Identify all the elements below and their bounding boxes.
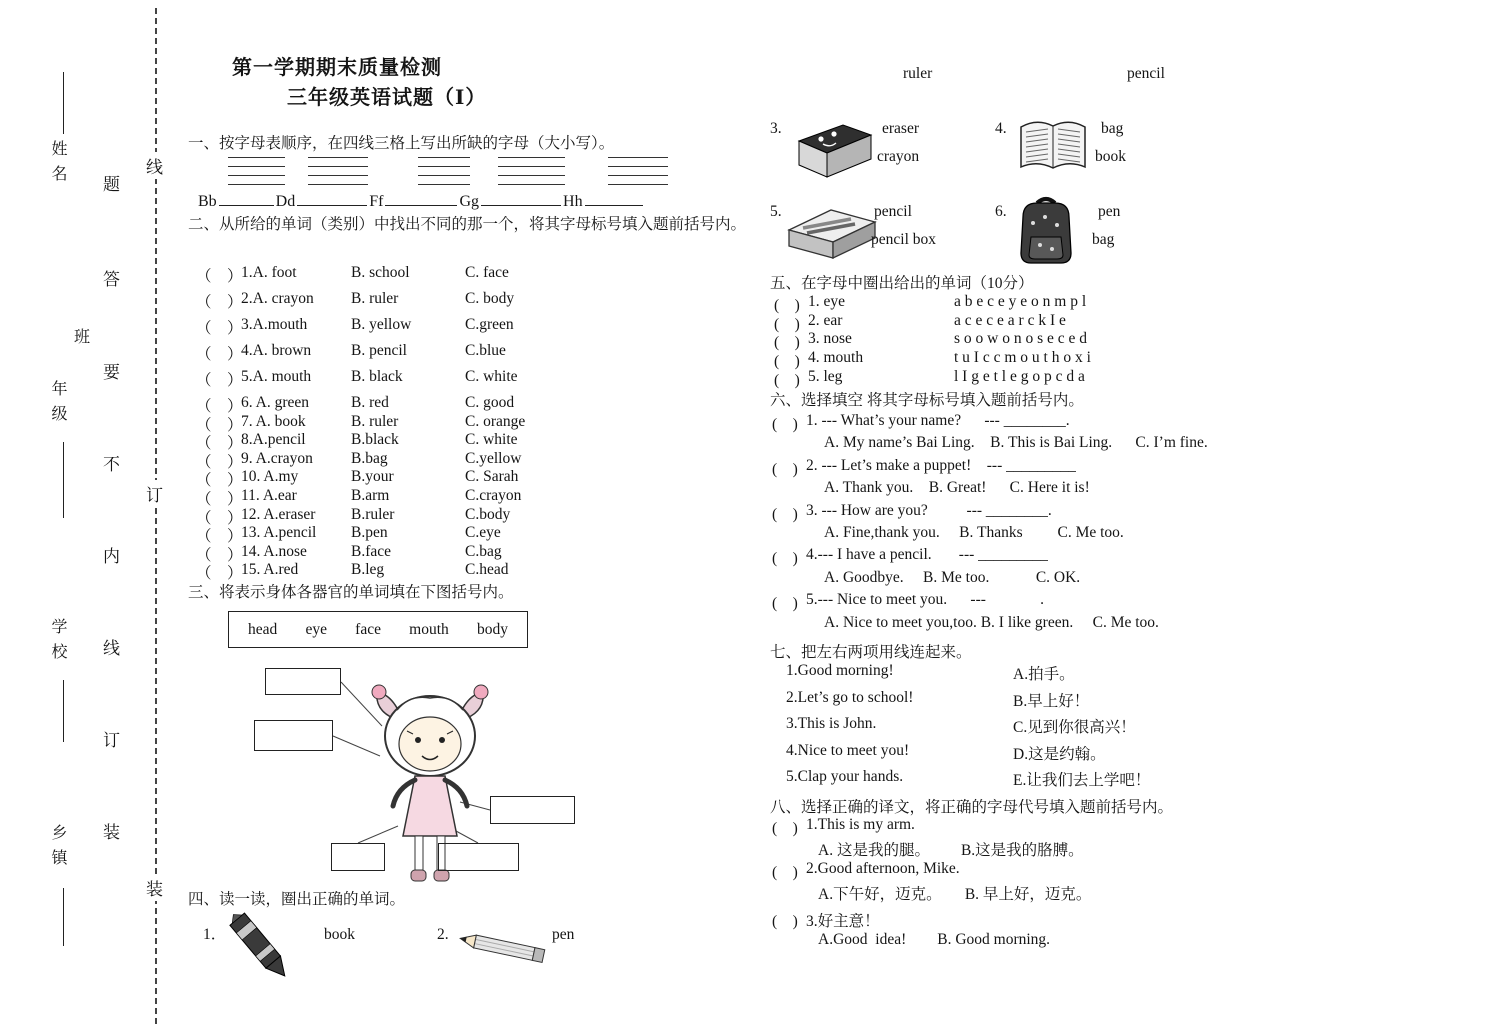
answer-box-1 [265,668,341,695]
question-text: 1. --- What’s your name? --- ________. [806,412,1070,429]
option-b: B.your [351,468,394,486]
answer-bracket: （ ） [196,320,243,337]
binding-notice-char: 答 [103,270,120,289]
option-b: B.pen [351,524,388,542]
item-number: 2. [437,926,449,943]
target-word: 1. eye [808,293,846,310]
choices-row [772,479,1208,501]
fill-blank [481,192,561,206]
binding-line-char: 线 [146,152,163,179]
match-right: E.让我们去上学吧！ [1013,772,1151,790]
option-a: 3.A.mouth [241,316,308,333]
question-row [772,412,1208,434]
option-b: B.arm [351,486,390,504]
pencil-box-icon [779,196,881,270]
answer-bracket: ( ) [774,315,800,333]
option-c: C. orange [465,412,526,430]
word-option: ruler [903,65,933,82]
fill-blank [585,192,643,206]
option-c: C.yellow [465,449,522,467]
writing-grid [498,157,565,185]
odd-one-out-row [196,394,636,413]
answer-bracket: ( ) [774,353,800,371]
odd-one-out-row [196,506,636,525]
name-blank-line [63,72,64,134]
fill-blank [297,192,367,206]
circle-word-row [774,368,1091,387]
question-row [772,591,1208,613]
letter-label: Hh [563,193,583,210]
option-c: C.crayon [465,486,522,504]
binding-notice-char: 内 [103,547,120,566]
schoolbag-icon [1007,193,1085,271]
match-left: 5.Clap your hands. [786,768,904,786]
match-right: C.见到你很高兴！ [1013,719,1136,737]
match-right: D.这是约翰。 [1013,745,1106,763]
answer-bracket: （ ） [196,546,243,564]
option-b: B.face [351,542,392,560]
answer-bracket: ( ) [772,820,798,837]
word-option: pencil box [871,231,936,248]
answer-bracket: ( ) [774,297,800,314]
odd-one-out-row [196,368,636,394]
word-bank-item: body [476,620,508,638]
choices-text: A.下午好，迈克。 B. 早上好，迈克。 [818,886,1092,903]
option-a: 2.A. crayon [241,290,314,307]
class-field-label: 班 [74,329,91,346]
town-field-label: 乡镇 [49,824,66,874]
odd-one-out-row [196,264,636,290]
choices-text: A. Nice to meet you,too. B. I like green. C. Me too. [824,613,1159,631]
choices-text: A. 这是我的腿。 B.这是我的胳膊。 [818,842,1084,859]
question-row [772,860,1091,882]
exam-subtitle: 三年级英语试题（Ⅰ） [287,87,487,109]
answer-box-3 [490,796,575,824]
odd-one-out-row [196,316,636,342]
answer-bracket: ( ) [772,595,798,613]
matching-list [786,662,1150,795]
binding-notice-char: 装 [103,823,120,842]
answer-bracket: ( ) [772,864,798,881]
question-text: 3. --- How are you? --- ________. [806,501,1052,519]
binding-line-char: 装 [146,874,163,901]
option-b: B.black [351,431,399,449]
option-a: 11. A.ear [241,486,297,504]
word-bank-item: mouth [409,620,449,638]
answer-bracket: （ ） [196,372,243,389]
match-left: 4.Nice to meet you! [786,741,910,759]
option-c: C. body [465,290,515,307]
match-left: 2.Let’s go to school! [786,688,914,706]
answer-bracket: （ ） [196,435,243,453]
option-c: C.green [465,316,514,333]
word-bank-item: eye [305,620,327,638]
town-blank-line [63,888,64,946]
option-c: C. face [465,264,509,281]
circle-word-row [774,293,1091,312]
section-7-heading: 七、把左右两项用线连起来。 [770,644,972,661]
option-c: C.head [465,561,509,579]
multiple-choice-list [772,412,1208,636]
match-right: B.早上好！ [1013,692,1090,710]
binding-notice-char: 不 [103,455,120,474]
option-a: 6. A. green [241,394,310,411]
choices-row [772,434,1208,456]
item-number: 1． [203,926,227,943]
answer-bracket: （ ） [196,472,243,490]
letter-label: Dd [275,193,296,210]
question-text: 2. --- Let’s make a puppet! --- _________ [806,456,1076,474]
answer-bracket: ( ) [774,334,800,352]
option-b: B. yellow [351,316,412,333]
exam-title: 第一学期期末质量检测 [232,57,442,79]
option-b: B. ruler [351,412,399,430]
odd-one-out-list [196,264,636,583]
option-c: C.blue [465,342,506,359]
option-c: C.body [465,505,511,523]
option-c: C. Sarah [465,468,519,486]
answer-bracket: ( ) [772,460,798,478]
body-parts-figure [230,652,600,900]
alphabet-row [198,192,645,211]
letter-string: l I g e t l e g o p c d a [954,367,1085,385]
option-a: 7. A. book [241,412,306,430]
answer-bracket: ( ) [772,913,798,930]
answer-box-4 [331,843,385,871]
section-2-heading: 二、从所给的单词（类别）中找出不同的那一个，将其字母标号填入题前括号内。 [188,216,747,233]
letter-label: Gg [459,193,480,210]
answer-bracket: （ ） [196,346,243,363]
letter-string: a c e c e a r c k I e [954,311,1066,329]
binding-notice-char: 订 [103,731,120,750]
writing-grid [418,157,470,185]
circle-word-row [774,349,1091,371]
question-row [772,502,1208,524]
option-a: 13. A.pencil [241,524,317,542]
option-a: 8.A.pencil [241,431,306,449]
odd-one-out-row [196,524,636,546]
answer-box-2 [254,720,333,751]
school-field-label: 学校 [49,618,66,668]
word-option: pencil [874,203,912,220]
option-b: B.bag [351,449,388,467]
odd-one-out-row [196,543,636,562]
question-row [772,457,1208,479]
question-text: 4.--- I have a pencil. --- _________ [806,546,1048,564]
word-option: pen [552,926,575,943]
choices-row [772,882,1091,904]
circle-word-list [774,293,1091,389]
translation-list [772,816,1091,953]
question-text: 5.--- Nice to meet you. --- . [806,591,1045,609]
section-3-heading: 三、将表示身体各器官的单词填在下图括号内。 [188,584,514,601]
odd-one-out-row [196,561,636,583]
item-number: 3. [770,120,782,137]
option-a: 14. A.nose [241,542,307,560]
open-book-icon [1017,113,1089,181]
binding-notice-char: 线 [103,639,120,658]
option-a: 15. A.red [241,561,299,579]
word-option: bag [1092,231,1115,248]
word-bank-item: head [248,620,278,638]
letter-string: s o o w o n o s e c e d [954,330,1088,348]
pencil-icon [454,920,552,978]
odd-one-out-row [196,450,636,469]
odd-one-out-row [196,468,636,490]
match-left: 1.Good morning! [786,662,894,679]
odd-one-out-row [196,413,636,432]
target-word: 5. leg [808,367,843,385]
match-left: 3.This is John. [786,715,877,733]
option-b: B.leg [351,561,385,579]
question-row [772,546,1208,568]
eraser-icon [787,115,879,187]
matching-row [786,715,1150,742]
answer-bracket: （ ） [196,490,243,508]
crayon-icon [222,902,302,994]
answer-bracket: （ ） [196,528,243,546]
word-bank-box [228,611,528,648]
circle-word-row [774,330,1091,352]
target-word: 2. ear [808,311,843,329]
word-option: pen [1098,203,1121,220]
writing-grid [228,157,285,185]
answer-bracket: （ ） [196,268,243,285]
grade-blank-line [63,442,64,518]
answer-bracket: ( ) [772,416,798,433]
word-option: eraser [882,120,919,137]
option-a: 5.A. mouth [241,368,312,385]
name-field-label: 姓名 [49,140,66,190]
option-b: B. black [351,368,403,385]
word-option: pencil [1127,65,1165,82]
odd-one-out-row [196,290,636,316]
word-option: book [1095,148,1126,165]
choices-text: A. Goodbye. B. Me too. C. OK. [824,568,1081,586]
option-c: C. good [465,394,515,411]
answer-bracket: ( ) [772,505,798,523]
section-6-heading: 六、选择填空 将其字母标号填入题前括号内。 [770,392,1084,409]
grade-field-label: 年级 [49,380,66,430]
choices-text: A.Good idea! B. Good morning. [818,931,1051,948]
question-text: 3.好主意！ [806,913,880,930]
question-text: 2.Good afternoon, Mike. [806,860,960,877]
matching-row [786,689,1150,716]
writing-grid [308,157,368,185]
binding-notice-char: 要 [103,363,120,382]
section-5-heading: 五、在字母中圈出给出的单词（10分） [770,275,1034,292]
answer-box-5 [438,843,519,871]
choices-row [772,524,1208,546]
option-c: C.eye [465,524,501,542]
match-right: A.拍手。 [1013,666,1075,683]
option-b: B. pencil [351,342,407,359]
matching-row [786,662,1150,689]
answer-bracket: （ ） [196,453,243,471]
school-blank-line [63,680,64,742]
option-a: 1.A. foot [241,264,297,281]
odd-one-out-row [196,431,636,453]
choices-row [772,614,1208,636]
question-text: 1.This is my arm. [806,816,915,833]
option-a: 4.A. brown [241,342,312,359]
matching-row [786,742,1150,769]
binding-notice-char: 题 [103,175,120,194]
choices-text: A. Fine,thank you. B. Thanks C. Me too. [824,523,1124,541]
section-4-heading: 四、读一读，圈出正确的单词。 [188,891,406,908]
question-row [772,816,1091,838]
section-8-heading: 八、选择正确的译文，将正确的字母代号填入题前括号内。 [770,799,1174,816]
option-b: B. school [351,264,410,281]
choices-row [772,569,1208,591]
option-c: C. white [465,368,518,385]
target-word: 3. nose [808,330,852,348]
option-c: C. white [465,431,518,449]
answer-bracket: ( ) [774,371,800,389]
choices-text: A. My name’s Bai Ling. B. This is Bai Ling. C. I’m fine. [824,434,1208,452]
item-number: 5. [770,203,782,220]
answer-bracket: ( ) [772,550,798,568]
fill-blank [219,192,274,206]
letter-label: Ff [369,193,384,210]
odd-one-out-row [196,342,636,368]
answer-bracket: （ ） [196,509,243,527]
word-bank-item: face [355,620,381,638]
question-row [772,909,1091,931]
letter-label: Bb [198,193,217,210]
binding-line-char: 订 [146,480,163,507]
answer-bracket: （ ） [196,398,243,415]
section-1-heading: 一、按字母表顺序，在四线三格上写出所缺的字母（大小写）。 [188,135,615,152]
option-a: 10. A.my [241,468,299,486]
option-b: B. ruler [351,290,399,307]
choices-text: A. Thank you. B. Great! C. Here it is! [824,479,1090,497]
option-c: C.bag [465,542,502,560]
option-a: 9. A.crayon [241,449,313,467]
letter-string: a b e c e y e o n m p l [954,293,1087,310]
letter-string: t u I c c m o u t h o x i [954,349,1091,367]
option-b: B. red [351,394,389,411]
target-word: 4. mouth [808,349,864,367]
matching-row [786,768,1150,795]
circle-word-row [774,312,1091,331]
answer-bracket: （ ） [196,565,243,583]
answer-bracket: （ ） [196,416,243,434]
choices-row [772,838,1091,860]
item-number: 4. [995,120,1007,137]
option-a: 12. A.eraser [241,505,316,523]
option-b: B.ruler [351,505,395,523]
word-option: crayon [877,148,920,165]
fill-blank [385,192,457,206]
word-option: book [324,926,355,943]
choices-row [772,931,1091,953]
writing-grid [608,157,668,185]
item-number: 6. [995,203,1007,220]
odd-one-out-row [196,487,636,506]
word-option: bag [1101,120,1124,137]
answer-bracket: （ ） [196,294,243,311]
